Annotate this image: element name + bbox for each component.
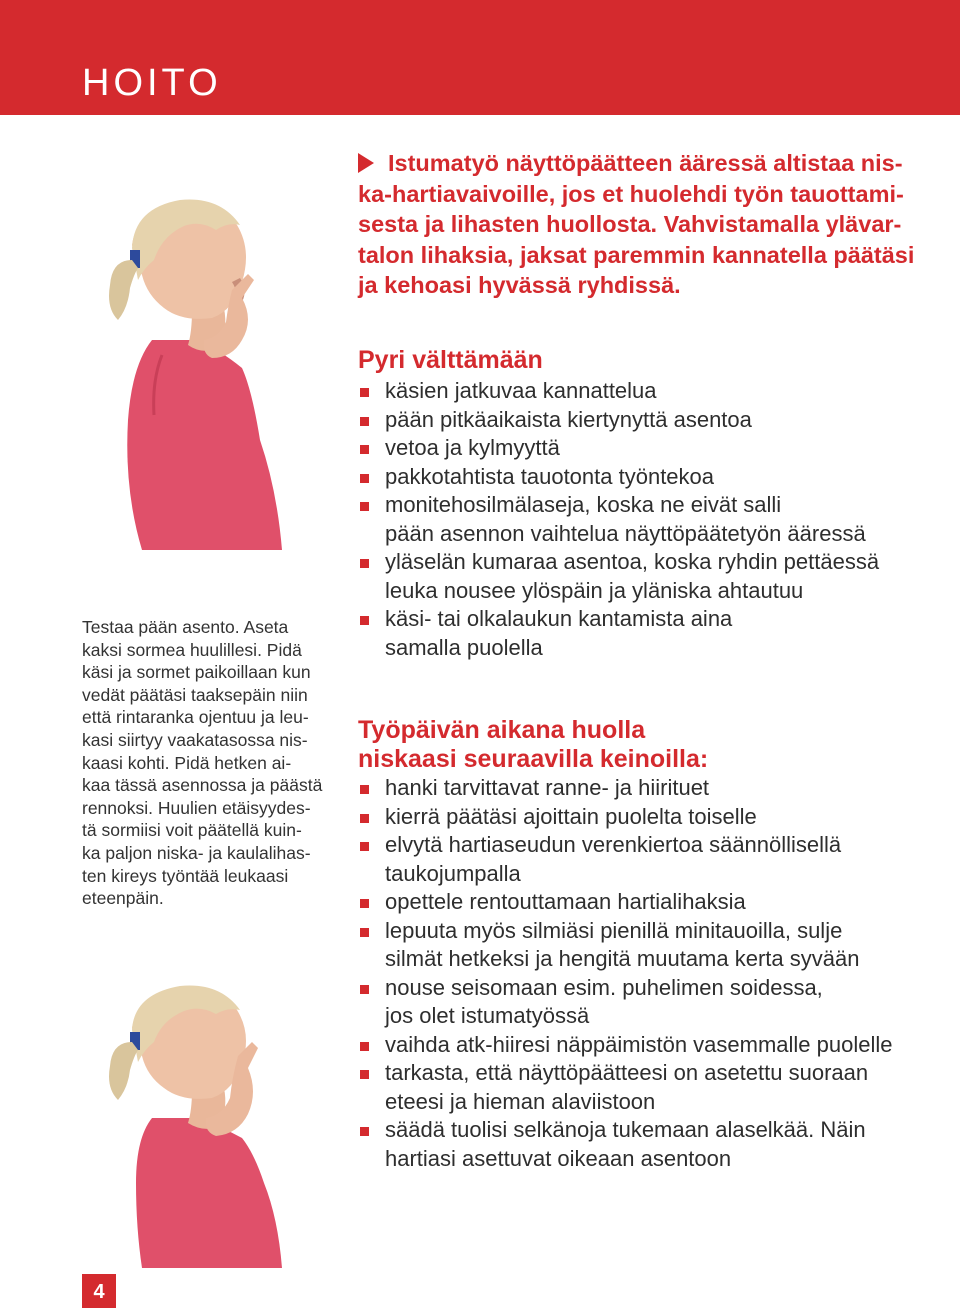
list-item-text: käsien jatkuvaa kannattelua xyxy=(385,378,657,403)
page-number: 4 xyxy=(82,1274,116,1308)
list-item xyxy=(358,974,918,1031)
list-item-text: lepuuta myös silmiäsi pienillä minitauoilla, sulje xyxy=(385,917,843,943)
list-item-text: samalla puolella xyxy=(385,634,543,660)
list-item-text: kierrä päätäsi ajoittain puolelta toiselle xyxy=(385,803,757,829)
list-item xyxy=(358,377,918,406)
list-item-text: elvytä hartiaseudun verenkiertoa säännöllisellä xyxy=(385,832,842,857)
caption-line: kasi siirtyy vaakatasossa nis- xyxy=(82,729,308,750)
list-item-text: eteesi ja hieman alaviistoon xyxy=(385,1088,656,1114)
avoid-list xyxy=(358,377,918,662)
list-item-text: hartiasi asettuvat oikeaan asentoon xyxy=(385,1145,732,1171)
caption-line: vedät päätäsi taaksepäin niin xyxy=(82,684,308,705)
triangle-right-icon xyxy=(358,153,374,173)
caption-line: rennoksi. Huulien etäisyydes- xyxy=(82,797,311,818)
square-bullet-icon xyxy=(360,814,369,823)
list-item-text: pakkotahtista tauotonta työntekoa xyxy=(385,463,715,489)
intro-line: talon lihaksia, jaksat paremmin kannatella päätäsi xyxy=(358,241,915,268)
intro-line xyxy=(358,148,918,179)
square-bullet-icon xyxy=(360,1127,369,1136)
list-item-text: yläselän kumaraa asentoa, koska ryhdin pettäessä xyxy=(385,549,880,574)
photo-caption xyxy=(82,616,332,910)
list-item xyxy=(358,434,918,463)
caption-line: käsi ja sormet paikoillaan kun xyxy=(82,662,311,683)
list-item-text: hanki tarvittavat ranne- ja hiirituet xyxy=(385,775,710,800)
list-item xyxy=(358,406,918,435)
square-bullet-icon xyxy=(360,899,369,908)
header-bar xyxy=(0,0,960,115)
list-item-text: leuka nousee ylöspäin ja yläniska ahtautuu xyxy=(385,577,804,603)
list-item-text: taukojumpalla xyxy=(385,860,521,886)
square-bullet-icon xyxy=(360,1042,369,1051)
list-item xyxy=(358,831,918,888)
list-item xyxy=(358,605,918,662)
avoid-heading: Pyri välttämään xyxy=(358,346,543,374)
square-bullet-icon xyxy=(360,559,369,568)
list-item xyxy=(358,917,918,974)
intro-line: ja kehoasi hyvässä ryhdissä. xyxy=(358,272,681,298)
list-item xyxy=(358,888,918,917)
list-item-text: pään pitkäaikaista kiertynyttä asentoa xyxy=(385,406,752,432)
square-bullet-icon xyxy=(360,928,369,937)
square-bullet-icon xyxy=(360,785,369,794)
intro-line: sesta ja lihasten huollosta. Vahvistamalla ylävar- xyxy=(358,211,902,237)
intro-text xyxy=(358,148,918,301)
list-item-text: säädä tuolisi selkänoja tukemaan alaselkää. Näin xyxy=(385,1117,866,1142)
caption-line: kaasi kohti. Pidä hetken ai- xyxy=(82,752,292,773)
list-item xyxy=(358,774,918,803)
care-heading-line: niskaasi seuraavilla keinoilla: xyxy=(358,745,709,773)
list-item xyxy=(358,491,918,548)
list-item-text: pään asennon vaihtelua näyttöpäätetyön ääressä xyxy=(385,520,866,546)
woman-photo-bottom xyxy=(92,978,282,1268)
list-item xyxy=(358,548,918,605)
list-item-text: silmät hetkeksi ja hengitä muutama kerta syvään xyxy=(385,946,860,971)
list-item-text: vaihda atk-hiiresi näppäimistön vasemmalle puolelle xyxy=(385,1031,893,1057)
caption-line: ten kireys työntää leukaasi xyxy=(82,865,289,886)
woman-photo-top xyxy=(92,190,282,550)
list-item-text: jos olet istumatyössä xyxy=(385,1003,590,1028)
list-item-text: käsi- tai olkalaukun kantamista aina xyxy=(385,606,733,631)
square-bullet-icon xyxy=(360,445,369,454)
list-item xyxy=(358,463,918,492)
square-bullet-icon xyxy=(360,388,369,397)
list-item-text: tarkasta, että näyttöpäätteesi on asetettu suoraan xyxy=(385,1060,869,1085)
caption-line: ka paljon niska- ja kaulalihas- xyxy=(82,842,311,863)
list-item-text: vetoa ja kylmyyttä xyxy=(385,435,560,460)
intro-line: ka-hartiavaivoille, jos et huolehdi työn tauottami- xyxy=(358,180,904,207)
square-bullet-icon xyxy=(360,616,369,625)
list-item xyxy=(358,1116,918,1173)
caption-line: eteenpäin. xyxy=(82,888,164,909)
care-list xyxy=(358,774,918,1173)
square-bullet-icon xyxy=(360,417,369,426)
caption-line: kaksi sormea huulillesi. Pidä xyxy=(82,639,302,660)
list-item-text: opettele rentouttamaan hartialihaksia xyxy=(385,889,746,914)
caption-line: Testaa pään asento. Aseta xyxy=(82,617,289,637)
caption-line: tä sormiisi voit päätellä kuin- xyxy=(82,820,302,841)
caption-line: kaa tässä asennossa ja päästä xyxy=(82,775,323,796)
page-title: HOITO xyxy=(82,62,222,104)
care-heading-line: Työpäivän aikana huolla xyxy=(358,716,646,744)
square-bullet-icon xyxy=(360,474,369,483)
care-heading xyxy=(358,716,708,774)
square-bullet-icon xyxy=(360,985,369,994)
list-item xyxy=(358,1059,918,1116)
list-item-text: nouse seisomaan esim. puhelimen soidessa, xyxy=(385,974,823,1000)
square-bullet-icon xyxy=(360,502,369,511)
intro-line-text: Istumatyö näyttöpäätteen ääressä altistaa nis- xyxy=(388,150,903,176)
caption-line: että rintaranka ojentuu ja leu- xyxy=(82,707,309,728)
list-item-text: monitehosilmälaseja, koska ne eivät salli xyxy=(385,492,782,517)
square-bullet-icon xyxy=(360,842,369,851)
list-item xyxy=(358,803,918,832)
list-item xyxy=(358,1031,918,1060)
square-bullet-icon xyxy=(360,1070,369,1079)
